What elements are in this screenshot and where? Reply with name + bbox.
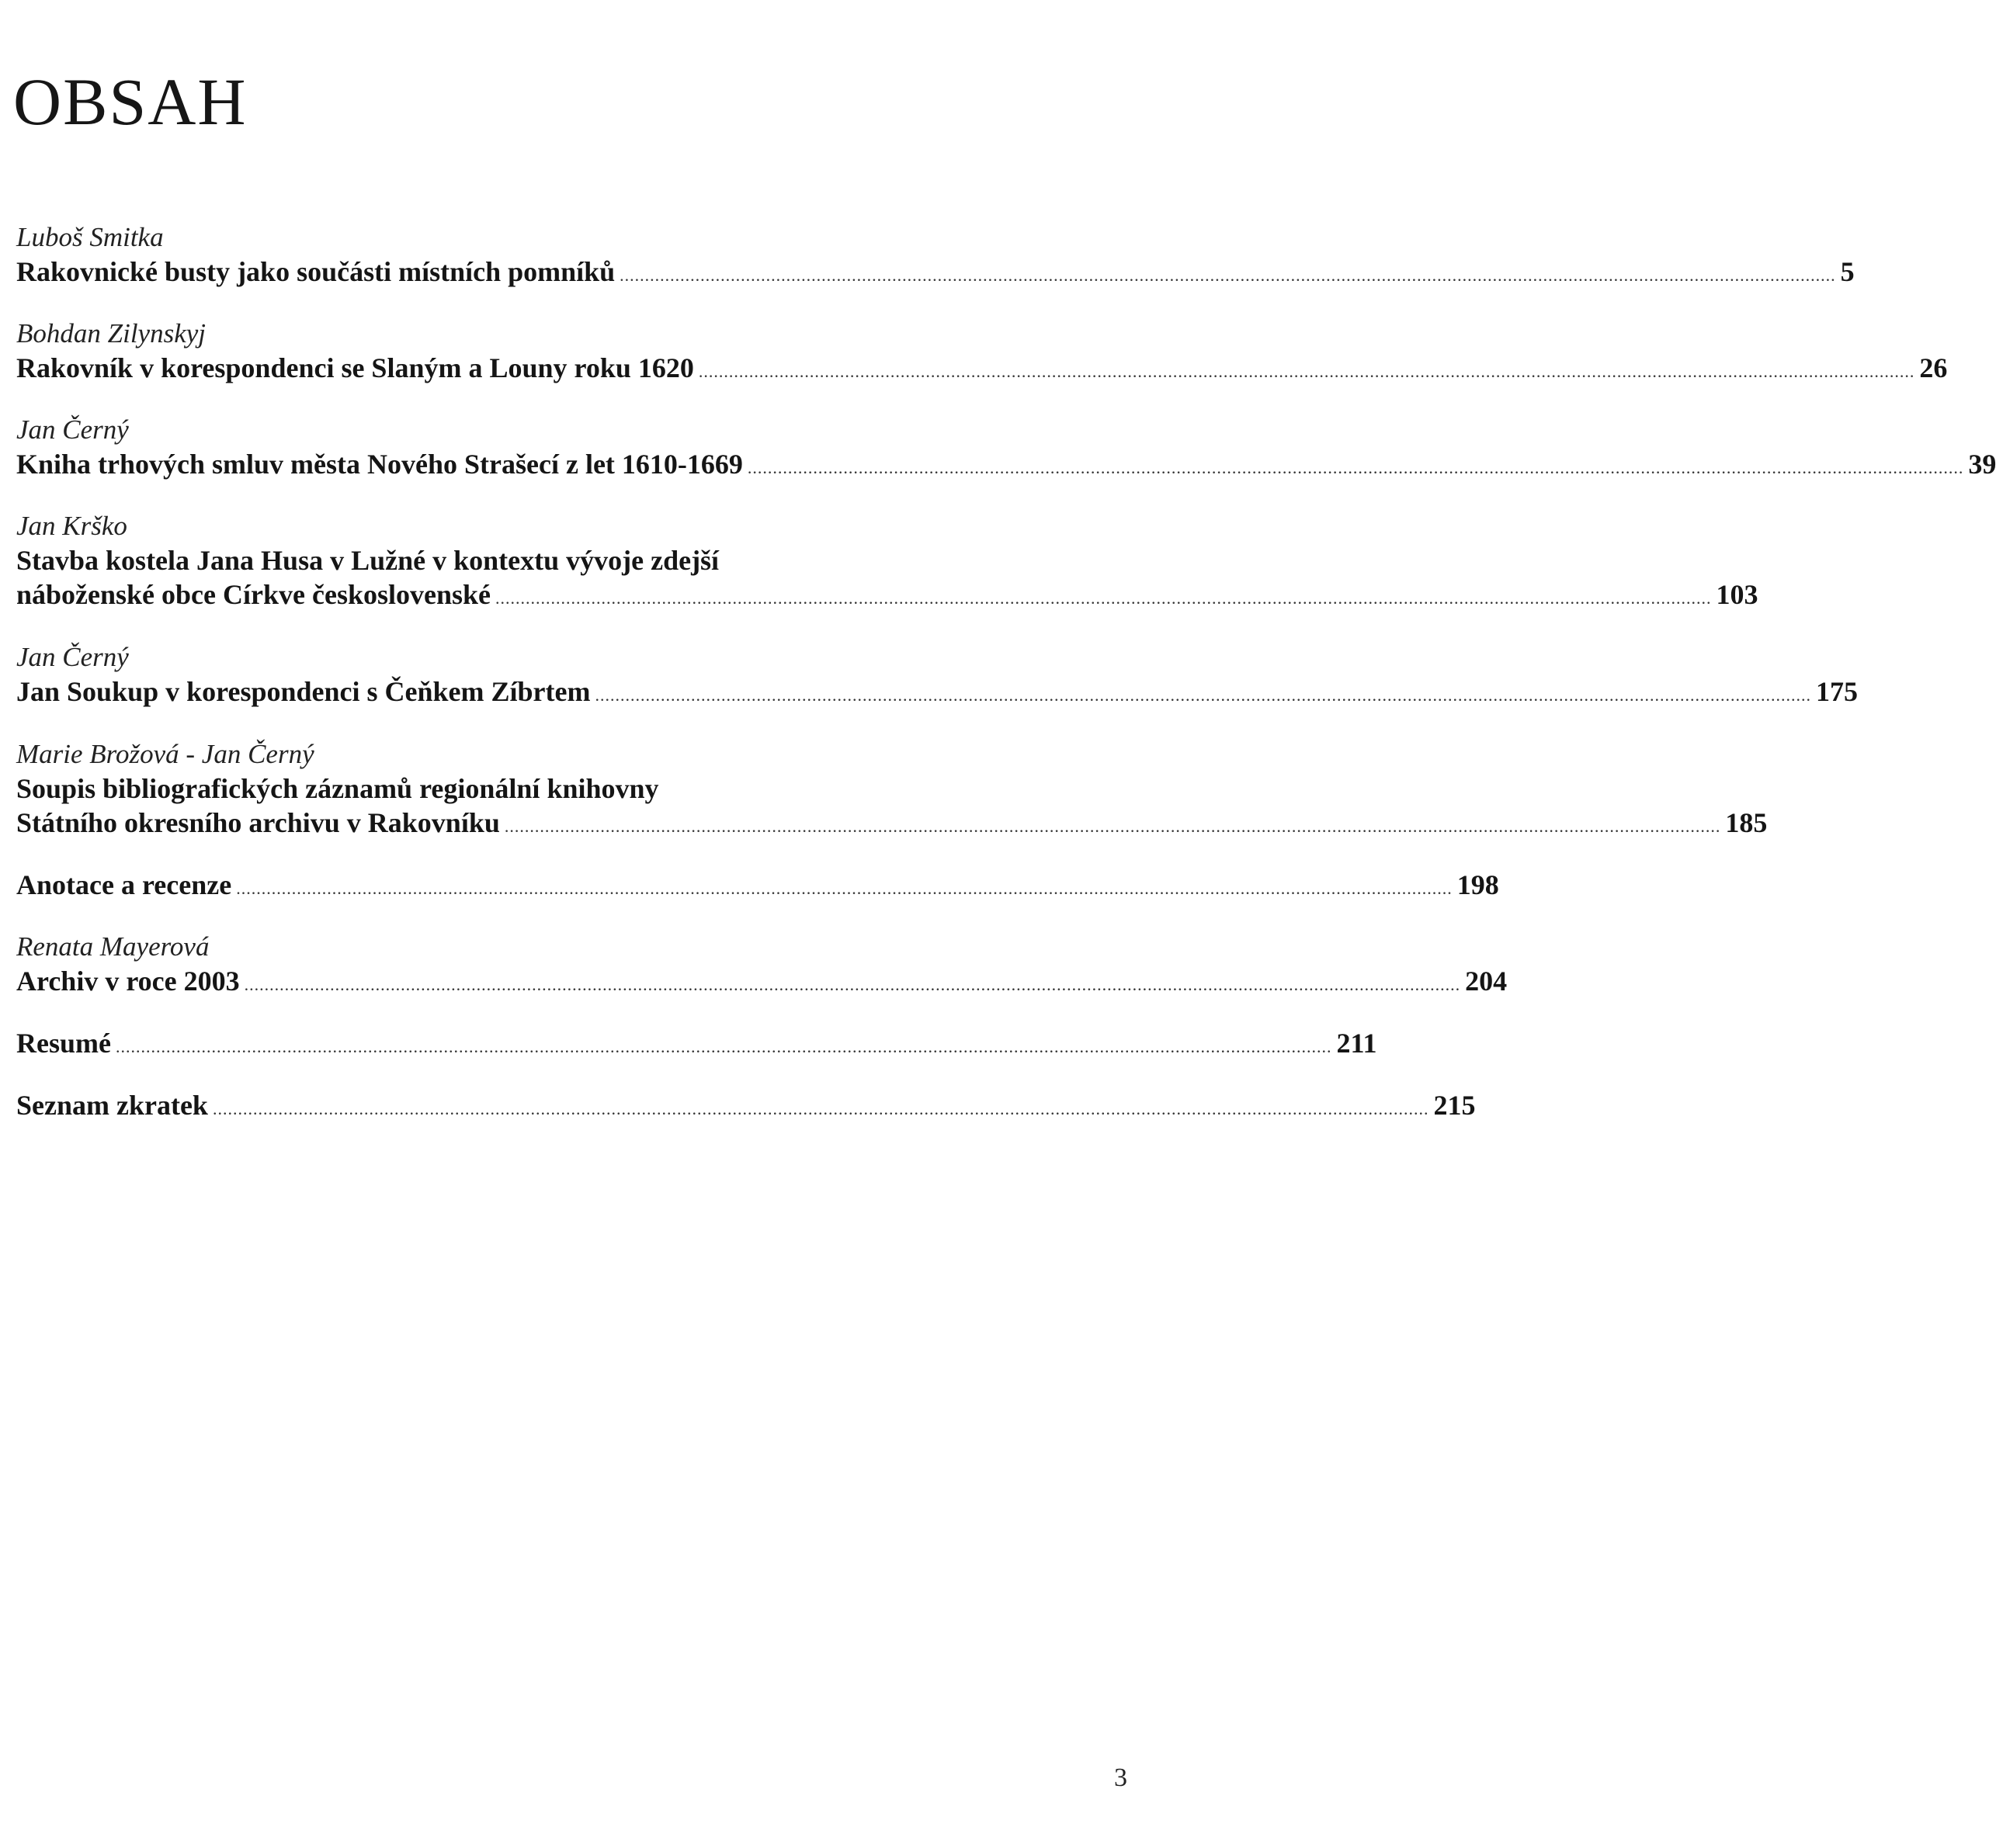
- toc-title-line[interactable]: [16, 1026, 1377, 1060]
- toc-page-number: 5: [1840, 256, 1855, 287]
- toc-entry: [16, 930, 1508, 998]
- toc-page-number: 26: [1919, 352, 1948, 383]
- toc-title: Resumé: [16, 1028, 111, 1059]
- toc-entry: [16, 1026, 1377, 1060]
- dot-leader: .................................................................................................................................................................................................................................................: [698, 362, 1915, 381]
- dot-leader: .................................................................................................................................................................................................................................................: [620, 265, 1836, 285]
- toc-title: Stavba kostela Jana Husa v Lužné v kontextu vývoje zdejší: [16, 545, 720, 576]
- toc-entry: [16, 868, 1499, 902]
- toc-entry: [16, 509, 1758, 612]
- toc-title: Státního okresního archivu v Rakovníku: [16, 807, 500, 838]
- toc-entry: [16, 413, 1996, 481]
- toc-page-number: 175: [1815, 676, 1858, 707]
- page-title: OBSAH: [13, 64, 248, 139]
- dot-leader: .................................................................................................................................................................................................................................................: [236, 879, 1453, 898]
- toc-page-number: 211: [1336, 1028, 1377, 1059]
- toc-title: náboženské obce Církve československé: [16, 579, 491, 610]
- toc-title-line[interactable]: [16, 255, 1855, 289]
- dot-leader: .................................................................................................................................................................................................................................................: [747, 458, 1964, 477]
- toc-author: Bohdan Zilynskyj: [16, 318, 206, 348]
- toc-entry: [16, 220, 1855, 289]
- toc-title: Rakovník v korespondenci se Slaným a Louny roku 1620: [16, 352, 694, 383]
- toc-title: Anotace a recenze: [16, 869, 232, 900]
- toc-title: Kniha trhových smluv města Nového Strašecí z let 1610-1669: [16, 449, 743, 480]
- toc-title-line[interactable]: [16, 1088, 1476, 1122]
- toc-author: Jan Krško: [16, 511, 127, 541]
- page-number: 3: [1114, 1763, 1127, 1792]
- toc-title-line[interactable]: [16, 868, 1499, 902]
- toc-entry: [16, 1088, 1476, 1122]
- toc-page-number: 198: [1456, 869, 1499, 900]
- toc-title: Seznam zkratek: [16, 1090, 208, 1121]
- toc-title-line[interactable]: [16, 351, 1948, 385]
- toc-title-line[interactable]: [16, 964, 1508, 998]
- toc-title-line[interactable]: [16, 543, 1122, 577]
- toc-author: Jan Černý: [16, 642, 129, 672]
- toc-entry: [16, 317, 1948, 385]
- dot-leader: .................................................................................................................................................................................................................................................: [504, 817, 1721, 836]
- toc-title-line[interactable]: [16, 447, 1996, 481]
- dot-leader: .................................................................................................................................................................................................................................................: [115, 1037, 1332, 1056]
- table-of-contents: [16, 220, 1996, 1122]
- toc-page-number: 215: [1433, 1090, 1476, 1121]
- dot-leader: .................................................................................................................................................................................................................................................: [244, 975, 1461, 994]
- toc-page-number: 204: [1465, 966, 1508, 997]
- toc-title-line[interactable]: [16, 806, 1768, 840]
- toc-author: Marie Brožová - Jan Černý: [16, 739, 314, 769]
- toc-title: Rakovnické busty jako součásti místních pomníků: [16, 256, 616, 287]
- toc-title: Archiv v roce 2003: [16, 966, 240, 997]
- toc-entry: [16, 640, 1858, 709]
- toc-title-line[interactable]: [16, 674, 1858, 709]
- toc-title-line[interactable]: [16, 577, 1758, 612]
- toc-author: Jan Černý: [16, 414, 129, 445]
- toc-title: Jan Soukup v korespondenci s Čeňkem Zíbrtem: [16, 676, 591, 707]
- dot-leader: .................................................................................................................................................................................................................................................: [495, 588, 1712, 608]
- toc-title-line[interactable]: [16, 771, 1122, 806]
- toc-page-number: 103: [1716, 579, 1758, 610]
- dot-leader: .................................................................................................................................................................................................................................................: [595, 685, 1811, 705]
- toc-page-number: 185: [1725, 807, 1768, 838]
- toc-author: Renata Mayerová: [16, 931, 210, 962]
- dot-leader: .................................................................................................................................................................................................................................................: [212, 1099, 1429, 1118]
- toc-page-number: 39: [1968, 449, 1996, 480]
- toc-entry: [16, 737, 1768, 840]
- toc-author: Luboš Smitka: [16, 222, 164, 252]
- toc-title: Soupis bibliografických záznamů regionální knihovny: [16, 773, 659, 804]
